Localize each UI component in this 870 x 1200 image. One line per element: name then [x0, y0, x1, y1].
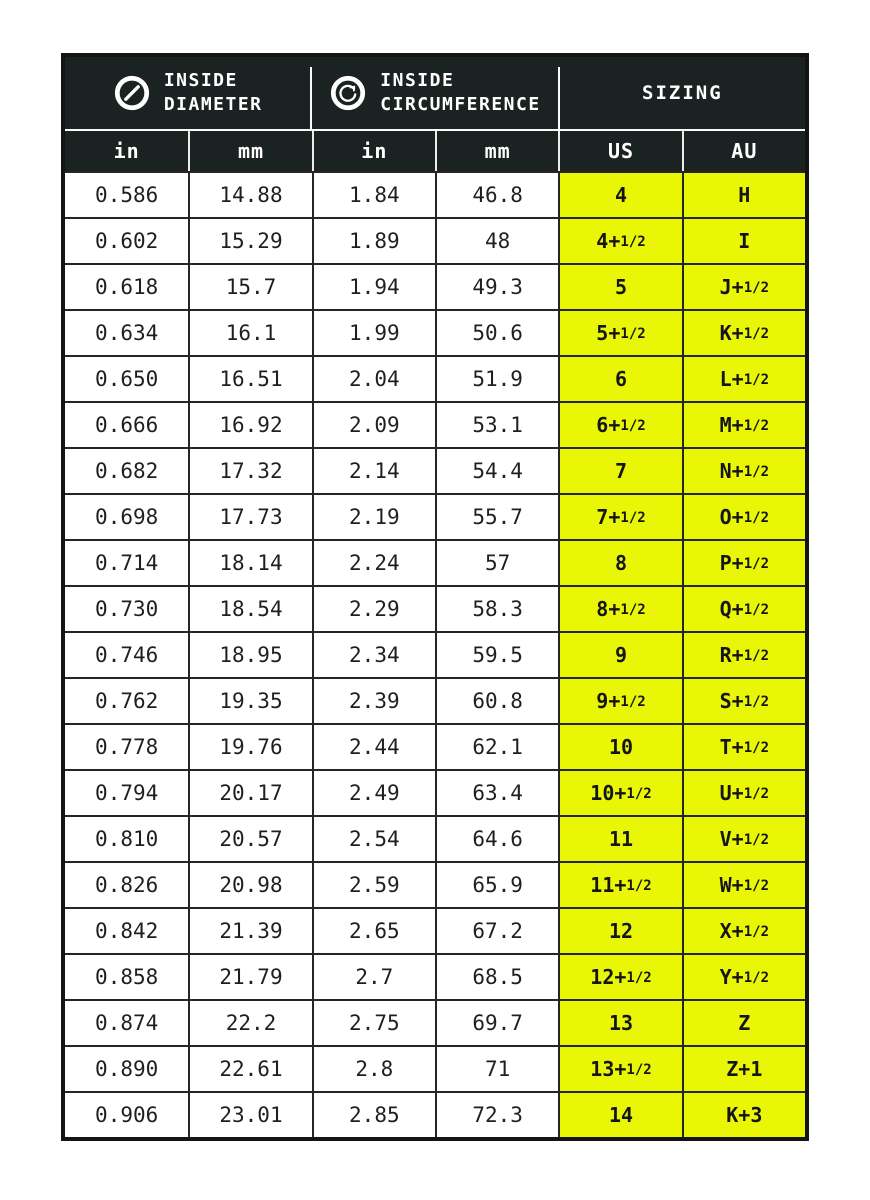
size-au-cell: I — [682, 217, 805, 263]
size-au-cell: K+ 1/2 — [682, 309, 805, 355]
header-inside-circumference-label: INSIDE CIRCUMFERENCE — [380, 69, 541, 115]
circumference-in-cell: 2.8 — [312, 1045, 435, 1091]
size-au-cell: W+ 1/2 — [682, 861, 805, 907]
diameter-in-cell: 0.778 — [65, 723, 188, 769]
size-au-cell: T+ 1/2 — [682, 723, 805, 769]
size-us-cell: 9+ 1/2 — [558, 677, 681, 723]
size-us-cell: 12 — [558, 907, 681, 953]
circumference-mm-cell: 53.1 — [435, 401, 558, 447]
circumference-in-cell: 2.09 — [312, 401, 435, 447]
column-header-us: US — [558, 131, 681, 171]
size-us-cell: 4+ 1/2 — [558, 217, 681, 263]
circumference-in-cell: 2.14 — [312, 447, 435, 493]
diameter-in-cell: 0.634 — [65, 309, 188, 355]
diameter-mm-cell: 15.29 — [188, 217, 311, 263]
diameter-in-cell: 0.650 — [65, 355, 188, 401]
header-inside-diameter — [65, 57, 310, 129]
table-row — [65, 171, 805, 217]
circumference-mm-cell: 58.3 — [435, 585, 558, 631]
table-row — [65, 723, 805, 769]
table-row — [65, 907, 805, 953]
diameter-mm-cell: 14.88 — [188, 171, 311, 217]
circumference-mm-cell: 55.7 — [435, 493, 558, 539]
circumference-in-cell: 2.44 — [312, 723, 435, 769]
table-row — [65, 677, 805, 723]
table-row — [65, 493, 805, 539]
table-row — [65, 861, 805, 907]
diameter-mm-cell: 19.76 — [188, 723, 311, 769]
circumference-mm-cell: 57 — [435, 539, 558, 585]
table-row — [65, 309, 805, 355]
diameter-in-cell: 0.602 — [65, 217, 188, 263]
diameter-in-cell: 0.730 — [65, 585, 188, 631]
diameter-in-cell: 0.826 — [65, 861, 188, 907]
table-row — [65, 447, 805, 493]
diameter-mm-cell: 19.35 — [188, 677, 311, 723]
diameter-mm-cell: 22.61 — [188, 1045, 311, 1091]
size-us-cell: 11 — [558, 815, 681, 861]
diameter-mm-cell: 20.57 — [188, 815, 311, 861]
diameter-in-cell: 0.698 — [65, 493, 188, 539]
size-us-cell: 9 — [558, 631, 681, 677]
diameter-mm-cell: 16.1 — [188, 309, 311, 355]
size-us-cell: 14 — [558, 1091, 681, 1137]
table-row — [65, 815, 805, 861]
circumference-mm-cell: 49.3 — [435, 263, 558, 309]
table-row — [65, 263, 805, 309]
diameter-mm-cell: 17.32 — [188, 447, 311, 493]
size-au-cell: X+ 1/2 — [682, 907, 805, 953]
circumference-mm-cell: 65.9 — [435, 861, 558, 907]
circumference-in-cell: 2.54 — [312, 815, 435, 861]
header-inside-diameter-label: INSIDE DIAMETER — [163, 69, 263, 115]
table-row — [65, 769, 805, 815]
table-row — [65, 217, 805, 263]
circumference-mm-cell: 71 — [435, 1045, 558, 1091]
diameter-in-cell: 0.746 — [65, 631, 188, 677]
table-row — [65, 539, 805, 585]
diameter-mm-cell: 18.95 — [188, 631, 311, 677]
table-row — [65, 1045, 805, 1091]
diameter-in-cell: 0.890 — [65, 1045, 188, 1091]
header-sizing — [560, 57, 805, 129]
table-row — [65, 999, 805, 1045]
column-header-diameter-in: in — [113, 139, 140, 163]
circumference-in-cell: 2.75 — [312, 999, 435, 1045]
size-au-cell: J+ 1/2 — [682, 263, 805, 309]
circumference-mm-cell: 54.4 — [435, 447, 558, 493]
size-au-cell: N+ 1/2 — [682, 447, 805, 493]
circumference-in-cell: 1.84 — [312, 171, 435, 217]
table-row — [65, 585, 805, 631]
size-us-cell: 6 — [558, 355, 681, 401]
size-au-cell: S+ 1/2 — [682, 677, 805, 723]
size-us-cell: 12+ 1/2 — [558, 953, 681, 999]
size-au-cell: L+ 1/2 — [682, 355, 805, 401]
size-au-cell: R+ 1/2 — [682, 631, 805, 677]
circumference-in-cell: 2.34 — [312, 631, 435, 677]
circumference-in-cell: 2.29 — [312, 585, 435, 631]
circumference-in-cell: 2.24 — [312, 539, 435, 585]
diameter-mm-cell: 20.98 — [188, 861, 311, 907]
column-header-circumference-mm: mm — [435, 131, 558, 171]
size-us-cell: 10+ 1/2 — [558, 769, 681, 815]
circumference-mm-cell: 72.3 — [435, 1091, 558, 1137]
diameter-in-cell: 0.682 — [65, 447, 188, 493]
table-row — [65, 355, 805, 401]
size-us-cell: 5 — [558, 263, 681, 309]
size-au-cell: Z — [682, 999, 805, 1045]
ring-size-chart — [61, 53, 809, 1141]
circumference-in-cell: 2.85 — [312, 1091, 435, 1137]
size-us-cell: 10 — [558, 723, 681, 769]
diameter-in-cell: 0.874 — [65, 999, 188, 1045]
size-us-cell: 13 — [558, 999, 681, 1045]
column-header-au: AU — [682, 131, 805, 171]
column-headers — [65, 131, 805, 171]
circumference-mm-cell: 51.9 — [435, 355, 558, 401]
circumference-mm-cell: 67.2 — [435, 907, 558, 953]
size-us-cell: 11+ 1/2 — [558, 861, 681, 907]
size-au-cell: P+ 1/2 — [682, 539, 805, 585]
circumference-in-cell: 2.49 — [312, 769, 435, 815]
diameter-in-cell: 0.714 — [65, 539, 188, 585]
diameter-mm-cell: 15.7 — [188, 263, 311, 309]
diameter-in-cell: 0.794 — [65, 769, 188, 815]
table-row — [65, 1091, 805, 1137]
circumference-mm-cell: 48 — [435, 217, 558, 263]
circumference-in-cell: 2.19 — [312, 493, 435, 539]
diameter-in-cell: 0.810 — [65, 815, 188, 861]
table-body — [65, 171, 805, 1137]
size-us-cell: 8+ 1/2 — [558, 585, 681, 631]
diameter-icon — [113, 74, 151, 112]
size-au-cell: H — [682, 171, 805, 217]
table-header — [65, 57, 805, 131]
diameter-in-cell: 0.586 — [65, 171, 188, 217]
circumference-mm-cell: 60.8 — [435, 677, 558, 723]
size-au-cell: U+ 1/2 — [682, 769, 805, 815]
circumference-in-cell: 1.89 — [312, 217, 435, 263]
column-header-diameter-mm: mm — [188, 131, 311, 171]
size-au-cell: O+ 1/2 — [682, 493, 805, 539]
size-us-cell: 5+ 1/2 — [558, 309, 681, 355]
column-header-circumference-in: in — [312, 131, 435, 171]
size-au-cell: K+3 — [682, 1091, 805, 1137]
circumference-in-cell: 1.94 — [312, 263, 435, 309]
table-row — [65, 631, 805, 677]
diameter-in-cell: 0.762 — [65, 677, 188, 723]
diameter-mm-cell: 21.39 — [188, 907, 311, 953]
size-au-cell: V+ 1/2 — [682, 815, 805, 861]
circumference-in-cell: 2.39 — [312, 677, 435, 723]
size-us-cell: 7+ 1/2 — [558, 493, 681, 539]
circumference-mm-cell: 63.4 — [435, 769, 558, 815]
diameter-mm-cell: 16.51 — [188, 355, 311, 401]
circumference-in-cell: 1.99 — [312, 309, 435, 355]
circumference-mm-cell: 68.5 — [435, 953, 558, 999]
diameter-mm-cell: 17.73 — [188, 493, 311, 539]
diameter-mm-cell: 18.14 — [188, 539, 311, 585]
diameter-mm-cell: 22.2 — [188, 999, 311, 1045]
circumference-in-cell: 2.65 — [312, 907, 435, 953]
diameter-mm-cell: 20.17 — [188, 769, 311, 815]
circumference-in-cell: 2.7 — [312, 953, 435, 999]
diameter-mm-cell: 18.54 — [188, 585, 311, 631]
diameter-mm-cell: 21.79 — [188, 953, 311, 999]
circumference-mm-cell: 50.6 — [435, 309, 558, 355]
diameter-in-cell: 0.842 — [65, 907, 188, 953]
table-row — [65, 953, 805, 999]
circumference-mm-cell: 59.5 — [435, 631, 558, 677]
circumference-in-cell: 2.04 — [312, 355, 435, 401]
header-sizing-label: SIZING — [642, 82, 723, 104]
circumference-in-cell: 2.59 — [312, 861, 435, 907]
size-us-cell: 13+ 1/2 — [558, 1045, 681, 1091]
size-au-cell: M+ 1/2 — [682, 401, 805, 447]
diameter-in-cell: 0.858 — [65, 953, 188, 999]
header-inside-circumference — [312, 57, 557, 129]
diameter-mm-cell: 16.92 — [188, 401, 311, 447]
size-us-cell: 6+ 1/2 — [558, 401, 681, 447]
diameter-in-cell: 0.618 — [65, 263, 188, 309]
circumference-mm-cell: 64.6 — [435, 815, 558, 861]
size-au-cell: Q+ 1/2 — [682, 585, 805, 631]
size-au-cell: Y+ 1/2 — [682, 953, 805, 999]
size-us-cell: 4 — [558, 171, 681, 217]
circumference-mm-cell: 46.8 — [435, 171, 558, 217]
circumference-mm-cell: 69.7 — [435, 999, 558, 1045]
diameter-in-cell: 0.906 — [65, 1091, 188, 1137]
table-row — [65, 401, 805, 447]
size-us-cell: 7 — [558, 447, 681, 493]
circumference-mm-cell: 62.1 — [435, 723, 558, 769]
size-au-cell: Z+1 — [682, 1045, 805, 1091]
circumference-icon — [329, 74, 367, 112]
diameter-mm-cell: 23.01 — [188, 1091, 311, 1137]
diameter-in-cell: 0.666 — [65, 401, 188, 447]
size-us-cell: 8 — [558, 539, 681, 585]
